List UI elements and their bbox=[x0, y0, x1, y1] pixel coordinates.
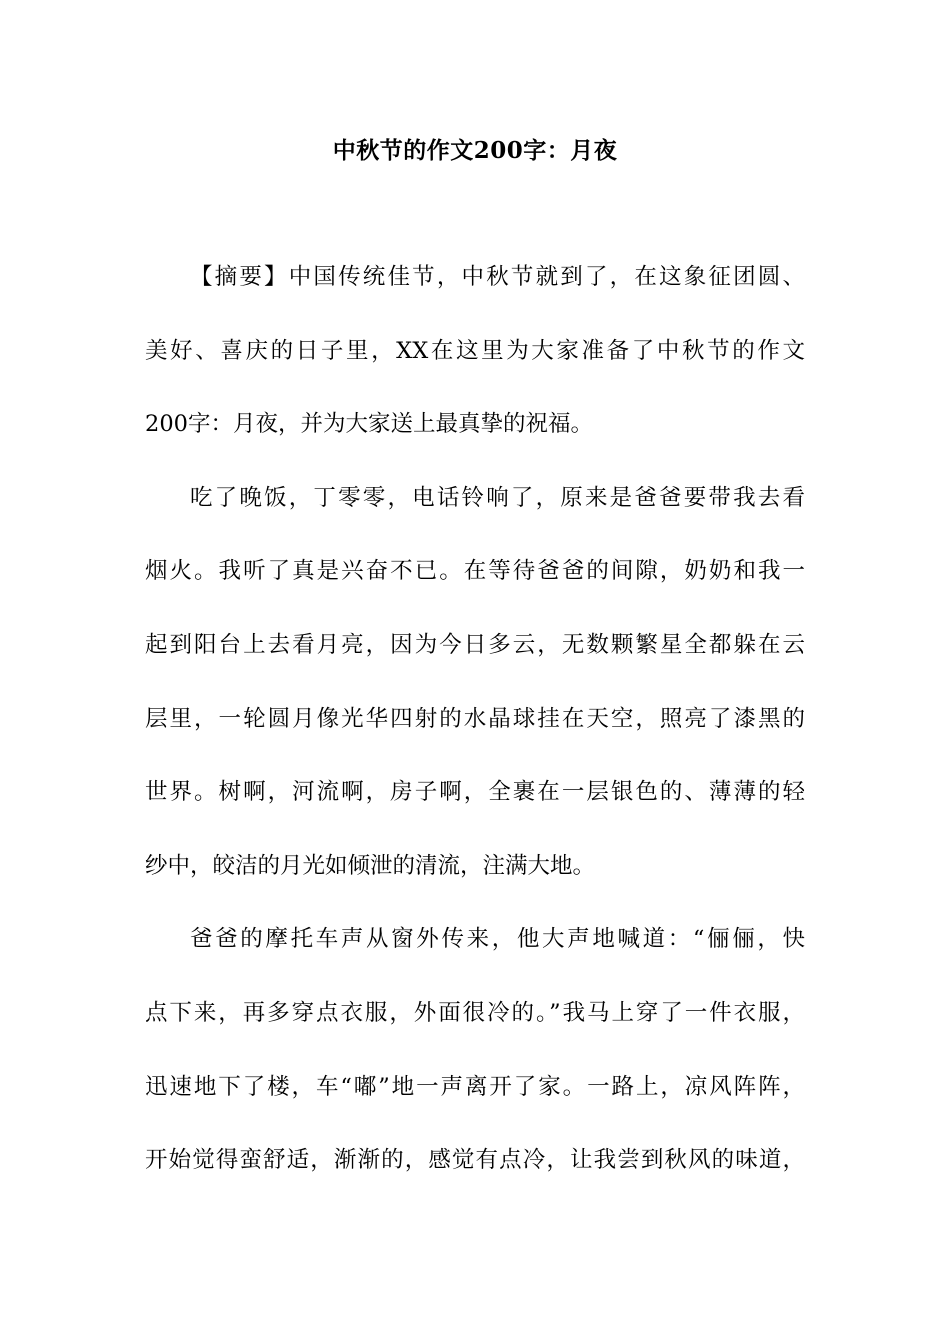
paragraph-line: 世界。树啊，河流啊，房子啊，全裹在一层银色的、薄薄的轻 bbox=[145, 779, 805, 806]
paragraph-line: 美好、喜庆的日子里，XX在这里为大家准备了中秋节的作文 bbox=[145, 337, 805, 364]
paragraph-line: 【摘要】中国传统佳节，中秋节就到了，在这象征团圆、 bbox=[190, 264, 805, 290]
paragraph-line: 200字：月夜，并为大家送上最真挚的祝福。 bbox=[145, 411, 593, 438]
paragraph-line: 点下来，再多穿点衣服，外面很冷的。”我马上穿了一件衣服， bbox=[145, 999, 805, 1026]
paragraph-line: 烟火。我听了真是兴奋不已。在等待爸爸的间隙，奶奶和我一 bbox=[145, 558, 805, 585]
paragraph-line: 爸爸的摩托车声从窗外传来，他大声地喊道：“俪俪，快 bbox=[190, 926, 805, 953]
document-title: 中秋节的作文200字：月夜 bbox=[332, 137, 618, 164]
paragraph-line: 迅速地下了楼，车“嘟”地一声离开了家。一路上，凉风阵阵， bbox=[145, 1073, 805, 1100]
paragraph-line: 吃了晚饭，丁零零，电话铃响了，原来是爸爸要带我去看 bbox=[190, 484, 805, 511]
paragraph-line: 层里，一轮圆月像光华四射的水晶球挂在天空，照亮了漆黑的 bbox=[145, 705, 805, 732]
paragraph-line: 开始觉得蛮舒适，渐渐的，感觉有点冷，让我尝到秋风的味道， bbox=[145, 1147, 805, 1174]
paragraph-line: 纱中，皎洁的月光如倾泄的清流，注满大地。 bbox=[145, 852, 596, 879]
document-body bbox=[145, 259, 805, 1216]
paragraph-line: 起到阳台上去看月亮，因为今日多云，无数颗繁星全都躲在云 bbox=[145, 631, 805, 658]
